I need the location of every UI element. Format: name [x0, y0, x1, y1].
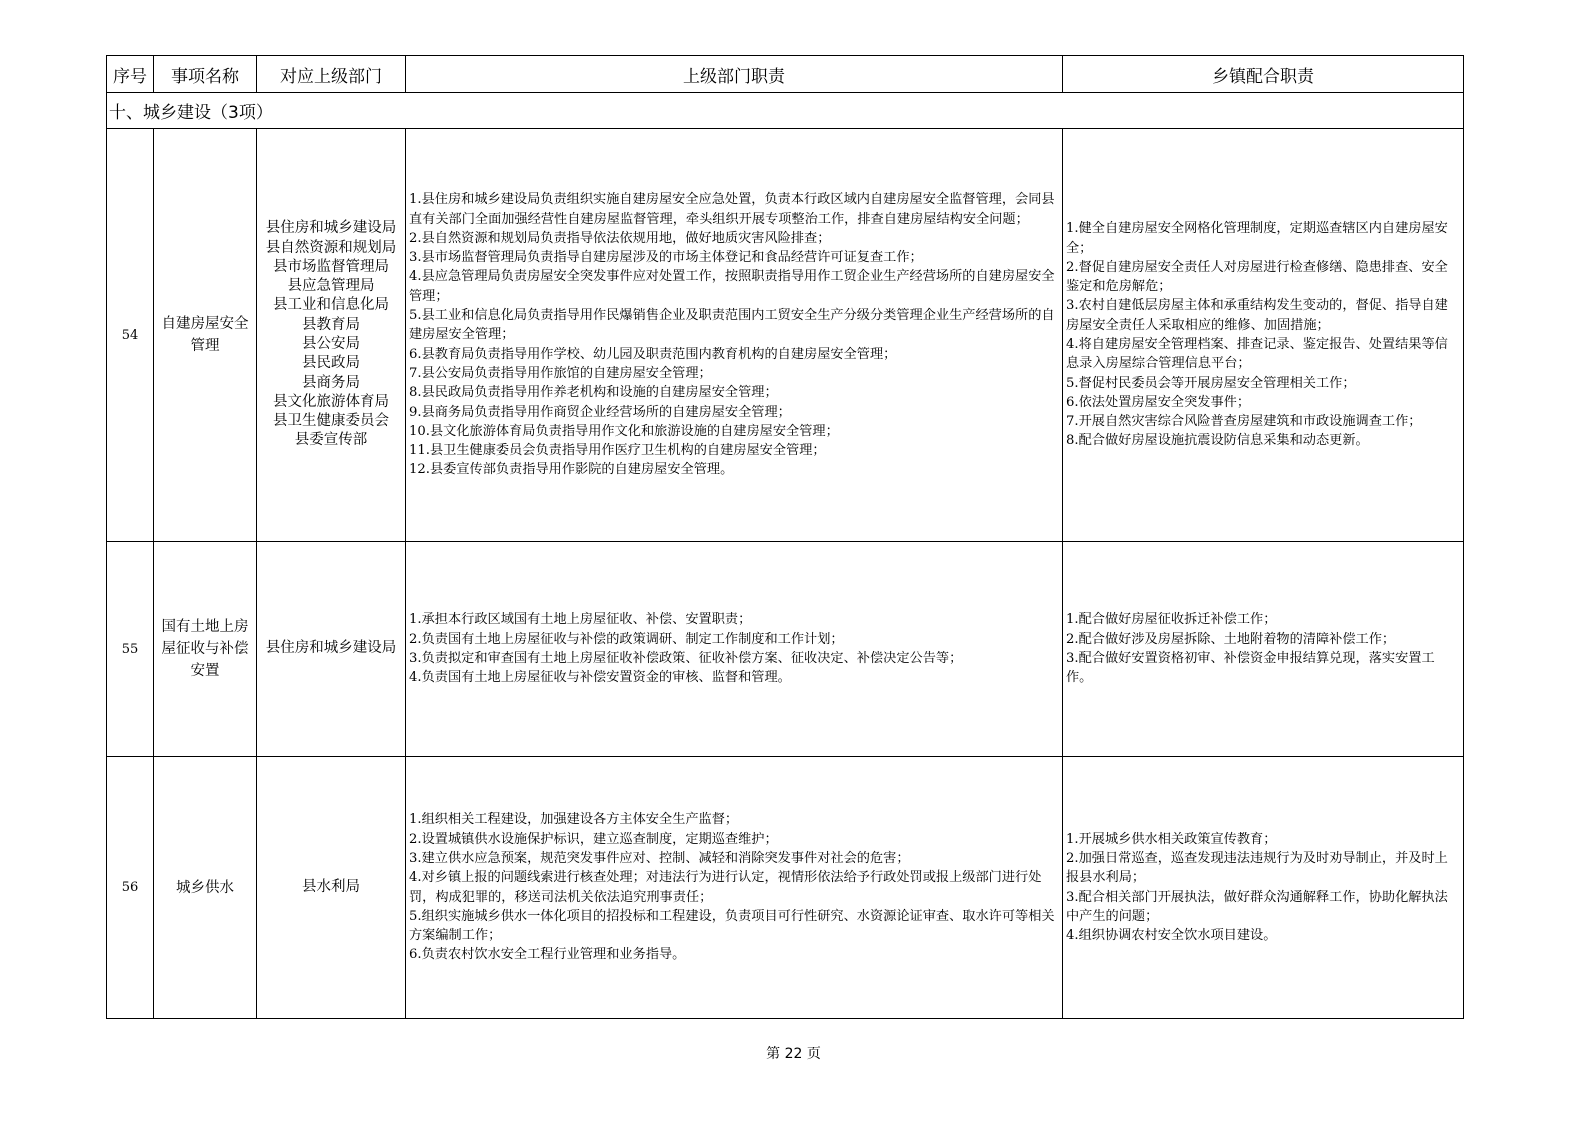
- department-name: 县住房和城乡建设局: [265, 220, 397, 237]
- duty-item: 4.县应急管理局负责房屋安全突发事件应对处置工作，按照职责指导用作工贸企业生产经营场所的自建房屋安全管理；: [409, 269, 1055, 304]
- duty-item: 12.县委宣传部负责指导用作影院的自建房屋安全管理。: [409, 462, 734, 478]
- duty-item: 6.县教育局负责指导用作学校、幼儿园及职责范围内教育机构的自建房屋安全管理；: [409, 346, 897, 362]
- duty-item: 6.负责农村饮水安全工程行业管理和业务指导。: [409, 947, 686, 963]
- department-name: 县委宣传部: [294, 432, 368, 449]
- department-name: 县住房和城乡建设局: [265, 640, 397, 657]
- department-name: 县公安局: [302, 336, 360, 352]
- table-row: [107, 757, 1464, 1019]
- department-name: 县应急管理局: [287, 278, 375, 295]
- upper-department-duties: [406, 757, 1063, 1019]
- duty-item: 4.对乡镇上报的问题线索进行核查处理；对违法行为进行认定，视情形依法给予行政处罚或报上级部门进行处罚，构成犯罪的，移送司法机关依法追究刑事责任；: [409, 870, 1042, 905]
- township-duties: [1063, 757, 1464, 1019]
- item-number: 56: [107, 757, 154, 1019]
- department-name: 县卫生健康委员会: [273, 413, 389, 430]
- duty-item: 1.组织相关工程建设，加强建设各方主体安全生产监督；: [409, 812, 739, 828]
- duty-item: 3.农村自建低层房屋主体和承重结构发生变动的，督促、指导自建房屋安全责任人采取相应的维修、加固措施；: [1066, 298, 1448, 333]
- duty-item: 8.县民政局负责指导用作养老机构和设施的自建房屋安全管理；: [409, 385, 778, 401]
- duty-item: 3.县市场监督管理局负责指导自建房屋涉及的市场主体登记和食品经营许可证复查工作；: [409, 250, 923, 266]
- department-list: [257, 542, 406, 757]
- department-name: 县民政局: [302, 355, 360, 372]
- department-name: 县自然资源和规划局: [265, 239, 397, 256]
- duty-item: 11.县卫生健康委员会负责指导用作医疗卫生机构的自建房屋安全管理；: [409, 443, 826, 459]
- department-list: [257, 129, 406, 542]
- duty-item: 5.督促村民委员会等开展房屋安全管理相关工作；: [1066, 375, 1356, 391]
- department-name: 县水利局: [302, 878, 360, 895]
- duty-item: 5.县工业和信息化局负责指导用作民爆销售企业及职责范围内工贸安全生产分级分类管理企业生产经营场所的自建房屋安全管理；: [409, 308, 1055, 343]
- duty-item: 1.县住房和城乡建设局负责组织实施自建房屋安全应急处置，负责本行政区域内自建房屋安全监督管理，会同县直有关部门全面加强经营性自建房屋监督管理，牵头组织开展专项整治工作，排查自建房屋结构安全问题；: [409, 192, 1055, 227]
- duty-item: 4.组织协调农村安全饮水项目建设。: [1066, 928, 1277, 944]
- duty-item: 2.配合做好涉及房屋拆除、土地附着物的清障补偿工作；: [1066, 631, 1396, 647]
- page-number: 第 22 页: [766, 1046, 821, 1062]
- item-number: 55: [107, 542, 154, 757]
- responsibility-table: [106, 55, 1464, 1019]
- duty-item: 3.负责拟定和审查国有土地上房屋征收补偿政策、征收补偿方案、征收决定、补偿决定公告等；: [409, 651, 963, 666]
- department-list: [257, 757, 406, 1019]
- item-number: 54: [107, 129, 154, 542]
- item-name: 自建房屋安全管理: [154, 129, 257, 542]
- duty-item: 1.承担本行政区域国有土地上房屋征收、补偿、安置职责；: [409, 612, 752, 628]
- duty-item: 1.开展城乡供水相关政策宣传教育；: [1066, 831, 1277, 847]
- duty-item: 4.负责国有土地上房屋征收与补偿安置资金的审核、监督和管理。: [409, 670, 791, 686]
- duty-item: 2.加强日常巡查，巡查发现违法违规行为及时劝导制止，并及时上报县水利局；: [1066, 850, 1448, 886]
- department-name: 县教育局: [302, 316, 360, 333]
- section-title: 十、城乡建设（3项）: [107, 93, 1464, 129]
- item-name: 城乡供水: [154, 757, 257, 1019]
- duty-item: 6.依法处置房屋安全突发事件；: [1066, 394, 1251, 410]
- duty-item: 1.配合做好房屋征收拆迁补偿工作；: [1066, 612, 1277, 628]
- duty-item: 3.建立供水应急预案，规范突发事件应对、控制、减轻和消除突发事件对社会的危害；: [409, 850, 910, 866]
- section-row: [107, 93, 1464, 129]
- header-upper-duties: 上级部门职责: [406, 56, 1063, 93]
- duty-item: 2.督促自建房屋安全责任人对房屋进行检查修缮、隐患排查、安全鉴定和危房解危；: [1066, 259, 1448, 295]
- duty-item: 3.配合做好安置资格初审、补偿资金申报结算兑现，落实安置工作。: [1066, 651, 1435, 686]
- upper-department-duties: [406, 129, 1063, 542]
- duty-item: 1.健全自建房屋安全网格化管理制度，定期巡查辖区内自建房屋安全；: [1066, 221, 1448, 256]
- header-dept: 对应上级部门: [257, 56, 406, 93]
- duty-item: 10.县文化旅游体育局负责指导用作文化和旅游设施的自建房屋安全管理；: [409, 423, 839, 439]
- township-duties: [1063, 129, 1464, 542]
- header-name: 事项名称: [154, 56, 257, 93]
- department-name: 县商务局: [302, 374, 360, 391]
- duty-item: 8.配合做好房屋设施抗震设防信息采集和动态更新。: [1066, 433, 1369, 449]
- header-num: 序号: [107, 56, 154, 93]
- upper-department-duties: [406, 542, 1063, 757]
- table-row: [107, 129, 1464, 542]
- department-name: 县工业和信息化局: [273, 297, 389, 314]
- table-row: [107, 542, 1464, 757]
- header-row: [107, 56, 1464, 93]
- department-name: 县文化旅游体育局: [273, 393, 389, 410]
- duty-item: 5.组织实施城乡供水一体化项目的招投标和工程建设，负责项目可行性研究、水资源论证审查、取水许可等相关方案编制工作；: [409, 908, 1055, 944]
- header-town-duties: 乡镇配合职责: [1063, 56, 1464, 93]
- township-duties: [1063, 542, 1464, 757]
- duty-item: 2.县自然资源和规划局负责指导依法依规用地，做好地质灾害风险排查；: [409, 230, 831, 246]
- duty-item: 7.开展自然灾害综合风险普查房屋建筑和市政设施调查工作；: [1066, 414, 1422, 430]
- item-name: 国有土地上房屋征收与补偿安置: [154, 542, 257, 757]
- department-name: 县市场监督管理局: [273, 258, 389, 275]
- duty-item: 7.县公安局负责指导用作旅馆的自建房屋安全管理；: [409, 365, 712, 381]
- duty-item: 4.将自建房屋安全管理档案、排查记录、鉴定报告、处置结果等信息录入房屋综合管理信息平台；: [1066, 337, 1448, 372]
- duty-item: 3.配合相关部门开展执法，做好群众沟通解释工作，协助化解执法中产生的问题；: [1066, 889, 1448, 924]
- duty-item: 2.负责国有土地上房屋征收与补偿的政策调研、制定工作制度和工作计划；: [409, 631, 844, 647]
- duty-item: 9.县商务局负责指导用作商贸企业经营场所的自建房屋安全管理；: [409, 404, 791, 420]
- duty-item: 2.设置城镇供水设施保护标识，建立巡查制度，定期巡查维护；: [409, 831, 778, 847]
